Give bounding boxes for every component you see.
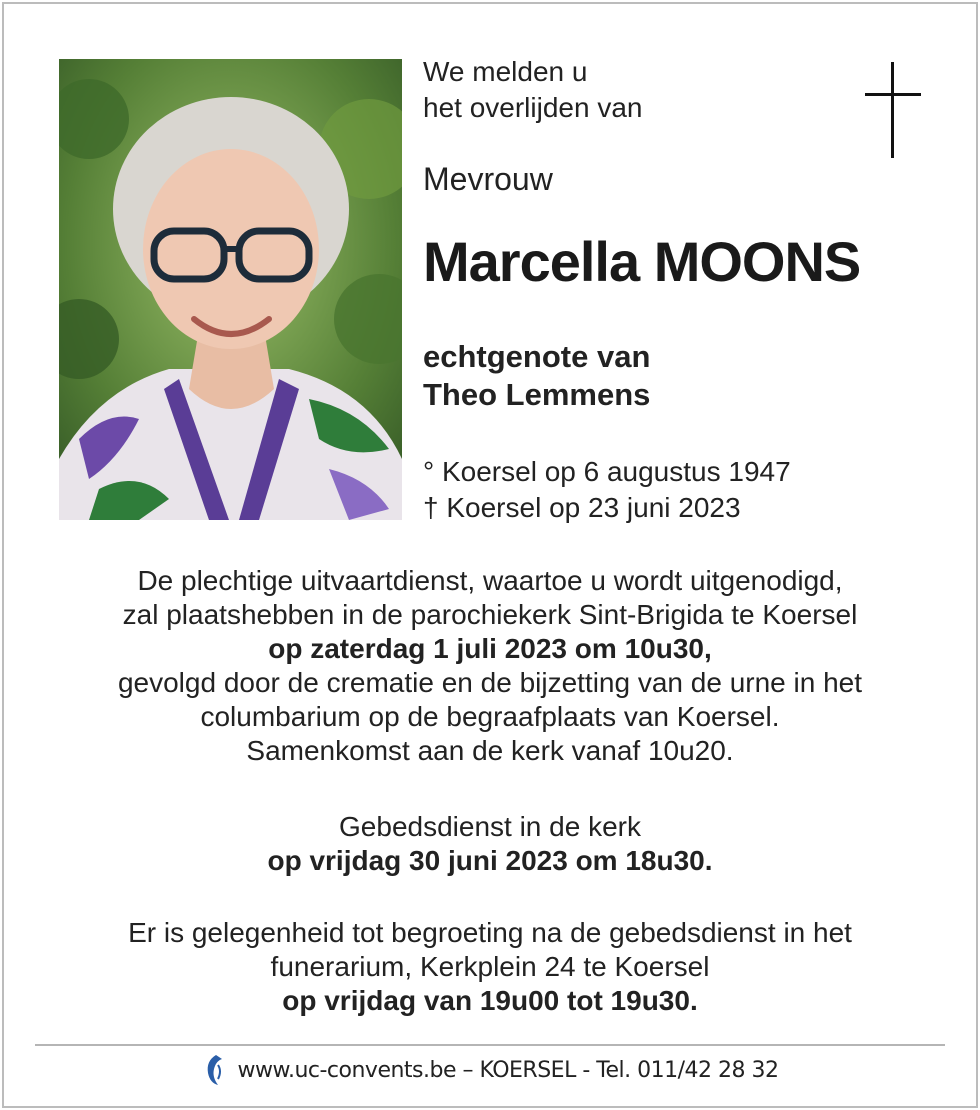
- intro-text: [423, 54, 642, 126]
- birth-date: ° Koersel op 6 augustus 1947: [423, 456, 791, 487]
- intro-line: het overlijden van: [423, 92, 643, 123]
- deceased-name: Marcella MOONS: [423, 230, 861, 293]
- text-line: Er is gelegenheid tot begroeting na de gebedsdienst in het: [128, 917, 852, 948]
- footer-divider: [35, 1044, 945, 1046]
- cross-icon: [864, 62, 922, 158]
- life-dates: [423, 454, 791, 526]
- text-line: zal plaatshebben in de parochiekerk Sint-Brigida te Koersel: [122, 599, 858, 630]
- text-line: funerarium, Kerkplein 24 te Koersel: [270, 951, 710, 982]
- prayer-date: op vrijdag 30 juni 2023 om 18u30.: [267, 845, 713, 876]
- funeral-date: op zaterdag 1 juli 2023 om 10u30,: [268, 633, 712, 664]
- visitation-date: op vrijdag van 19u00 tot 19u30.: [282, 985, 698, 1016]
- portrait-illustration: [59, 59, 402, 520]
- spouse-relation: echtgenote van: [423, 339, 651, 374]
- death-date: † Koersel op 23 juni 2023: [423, 492, 741, 523]
- spouse-info: [423, 338, 650, 414]
- footer: [0, 1050, 980, 1090]
- prayer-service: [20, 810, 960, 878]
- footer-contact: www.uc-convents.be – KOERSEL - Tel. 011/42 28 32: [237, 1057, 779, 1083]
- spouse-name: Theo Lemmens: [423, 377, 651, 412]
- text-line: columbarium op de begraafplaats van Koersel.: [200, 701, 780, 732]
- text-line: Samenkomst aan de kerk vanaf 10u20.: [246, 735, 734, 766]
- text-line: Gebedsdienst in de kerk: [339, 811, 641, 842]
- text-line: gevolgd door de crematie en de bijzetting van de urne in het: [117, 667, 863, 698]
- funeral-details: [20, 564, 960, 768]
- honorific: Mevrouw: [423, 161, 553, 197]
- portrait-photo: [59, 59, 402, 520]
- funeral-home-logo-icon: [202, 1053, 226, 1087]
- intro-line: We melden u: [423, 56, 588, 87]
- text-line: De plechtige uitvaartdienst, waartoe u wordt uitgenodigd,: [137, 565, 843, 596]
- visitation-details: [20, 916, 960, 1018]
